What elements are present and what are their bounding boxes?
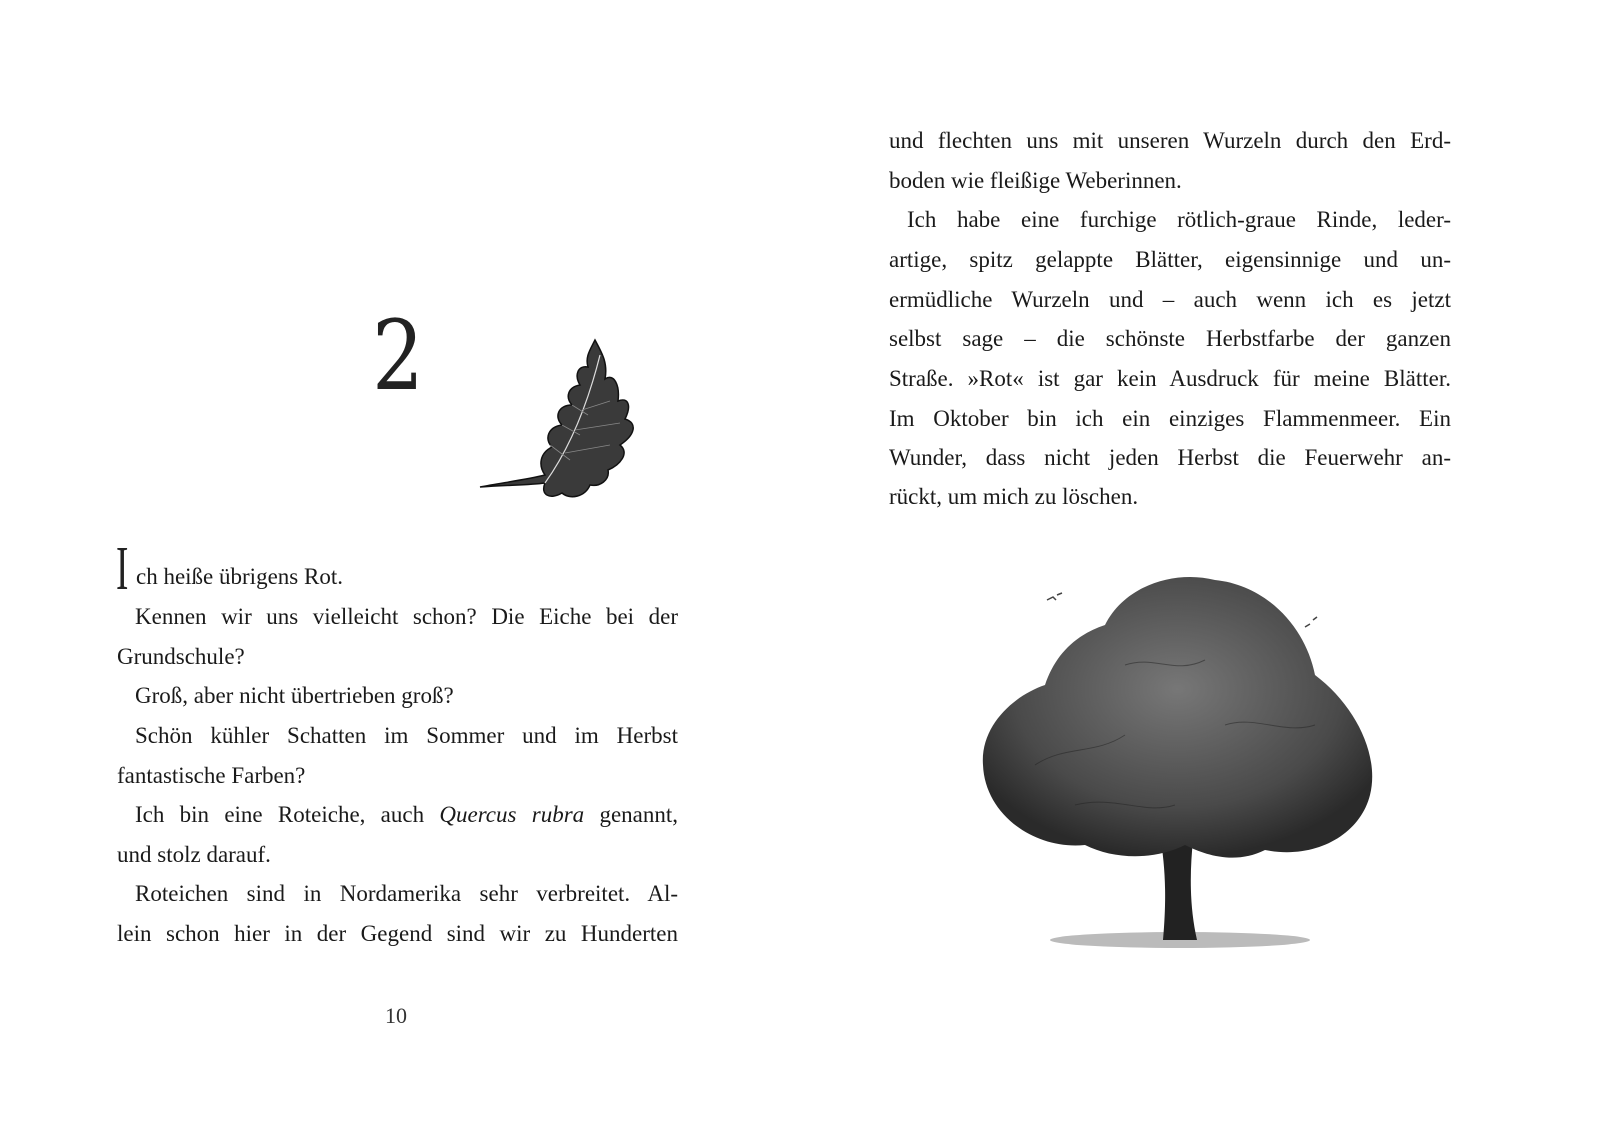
text-line: Straße. »Rot« ist gar kein Ausdruck für meine Blätter.: [889, 366, 1451, 391]
text-line: Wunder, dass nicht jeden Herbst die Feuerwehr an-: [889, 445, 1451, 470]
latin-name: Quercus rubra: [439, 802, 585, 827]
text-line: [117, 801, 678, 829]
text-line: Grundschule?: [117, 644, 245, 669]
text-line: ermüdliche Wurzeln und – auch wenn ich es jetzt: [889, 287, 1451, 312]
text-line: Roteichen sind in Nordamerika sehr verbreitet. Al-: [135, 881, 678, 906]
text-line: ch heiße übrigens Rot.: [136, 564, 343, 589]
oak-tree-illustration: [975, 565, 1385, 955]
text-line: Im Oktober bin ich ein einziges Flammenmeer. Ein: [889, 406, 1451, 431]
page-number: 10: [385, 1003, 407, 1028]
chapter-number: 2: [372, 300, 424, 412]
text-line: artige, spitz gelappte Blätter, eigensinnige und un-: [889, 247, 1451, 272]
text-line: Schön kühler Schatten im Sommer und im Herbst: [135, 723, 678, 748]
drop-cap: I: [116, 535, 129, 603]
text-line: fantastische Farben?: [117, 763, 306, 788]
text-line: rückt, um mich zu löschen.: [889, 484, 1139, 509]
text-line: selbst sage – die schönste Herbstfarbe der ganzen: [889, 326, 1451, 351]
text-segment: Ich bin eine Roteiche, auch: [135, 802, 425, 827]
text-line: boden wie fleißige Weberinnen.: [889, 168, 1182, 193]
text-segment: genannt,: [599, 802, 678, 827]
text-line: Groß, aber nicht übertrieben groß?: [135, 683, 454, 708]
oak-leaf-illustration: [470, 335, 650, 510]
text-line: und flechten uns mit unseren Wurzeln durch den Erd-: [889, 128, 1451, 153]
text-line: Ich habe eine furchige rötlich-graue Rinde, leder-: [907, 207, 1451, 232]
text-line: lein schon hier in der Gegend sind wir zu Hunderten: [117, 921, 678, 946]
text-line: und stolz darauf.: [117, 842, 271, 867]
text-line: Kennen wir uns vielleicht schon? Die Eiche bei der: [135, 604, 678, 629]
